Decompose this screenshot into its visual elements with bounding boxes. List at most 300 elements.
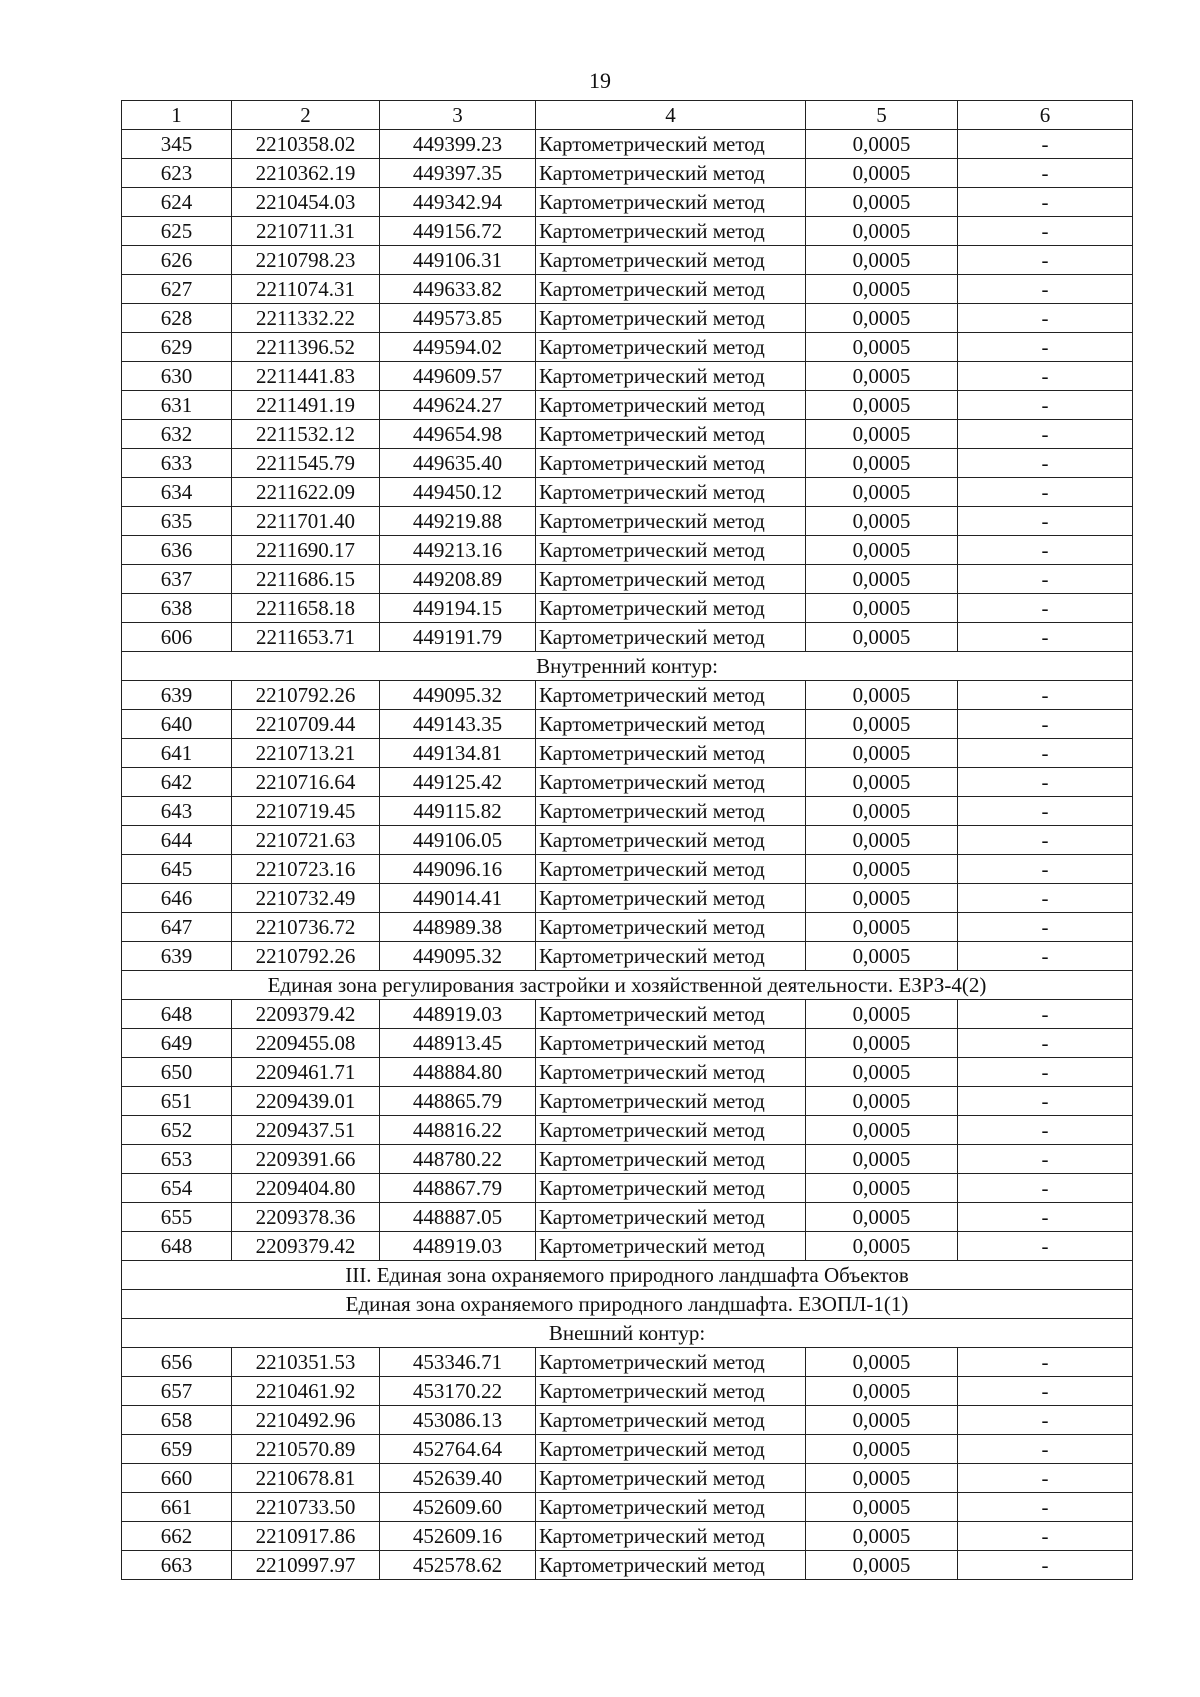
point-number-cell: 644 <box>122 826 232 855</box>
method-cell: Картометрический метод <box>536 275 806 304</box>
accuracy-cell: 0,0005 <box>806 768 958 797</box>
point-number-cell: 631 <box>122 391 232 420</box>
y-coordinate-cell: 449125.42 <box>380 768 536 797</box>
y-coordinate-cell: 449624.27 <box>380 391 536 420</box>
y-coordinate-cell: 449143.35 <box>380 710 536 739</box>
y-coordinate-cell: 449397.35 <box>380 159 536 188</box>
y-coordinate-cell: 448780.22 <box>380 1145 536 1174</box>
y-coordinate-cell: 449573.85 <box>380 304 536 333</box>
method-cell: Картометрический метод <box>536 1406 806 1435</box>
method-cell: Картометрический метод <box>536 855 806 884</box>
method-cell: Картометрический метод <box>536 159 806 188</box>
y-coordinate-cell: 449594.02 <box>380 333 536 362</box>
note-cell: - <box>958 826 1133 855</box>
note-cell: - <box>958 333 1133 362</box>
header-cell-2: 2 <box>232 101 380 130</box>
table-row <box>122 942 1133 971</box>
accuracy-cell: 0,0005 <box>806 478 958 507</box>
note-cell: - <box>958 768 1133 797</box>
note-cell: - <box>958 1406 1133 1435</box>
x-coordinate-cell: 2210461.92 <box>232 1377 380 1406</box>
point-number-cell: 635 <box>122 507 232 536</box>
point-number-cell: 663 <box>122 1551 232 1580</box>
point-number-cell: 662 <box>122 1522 232 1551</box>
accuracy-cell: 0,0005 <box>806 1058 958 1087</box>
table-row <box>122 1000 1133 1029</box>
x-coordinate-cell: 2209437.51 <box>232 1116 380 1145</box>
header-cell-4: 4 <box>536 101 806 130</box>
x-coordinate-cell: 2210736.72 <box>232 913 380 942</box>
method-cell: Картометрический метод <box>536 1116 806 1145</box>
method-cell: Картометрический метод <box>536 536 806 565</box>
point-number-cell: 649 <box>122 1029 232 1058</box>
method-cell: Картометрический метод <box>536 913 806 942</box>
x-coordinate-cell: 2210721.63 <box>232 826 380 855</box>
table-row <box>122 1145 1133 1174</box>
section-heading: Единая зона охраняемого природного ландшафта. ЕЗОПЛ-1(1) <box>122 1290 1133 1319</box>
coordinates-table <box>121 100 1133 1580</box>
table-row <box>122 1087 1133 1116</box>
note-cell: - <box>958 536 1133 565</box>
x-coordinate-cell: 2209379.42 <box>232 1232 380 1261</box>
x-coordinate-cell: 2211622.09 <box>232 478 380 507</box>
table-row <box>122 1493 1133 1522</box>
x-coordinate-cell: 2210358.02 <box>232 130 380 159</box>
table-body <box>122 130 1133 1580</box>
method-cell: Картометрический метод <box>536 681 806 710</box>
note-cell: - <box>958 188 1133 217</box>
y-coordinate-cell: 449095.32 <box>380 942 536 971</box>
x-coordinate-cell: 2211653.71 <box>232 623 380 652</box>
y-coordinate-cell: 448884.80 <box>380 1058 536 1087</box>
y-coordinate-cell: 449106.31 <box>380 246 536 275</box>
table-row <box>122 1029 1133 1058</box>
x-coordinate-cell: 2211658.18 <box>232 594 380 623</box>
method-cell: Картометрический метод <box>536 1522 806 1551</box>
point-number-cell: 606 <box>122 623 232 652</box>
method-cell: Картометрический метод <box>536 1464 806 1493</box>
table-row <box>122 1551 1133 1580</box>
note-cell: - <box>958 681 1133 710</box>
accuracy-cell: 0,0005 <box>806 1522 958 1551</box>
table-row <box>122 1435 1133 1464</box>
y-coordinate-cell: 449208.89 <box>380 565 536 594</box>
method-cell: Картометрический метод <box>536 1377 806 1406</box>
method-cell: Картометрический метод <box>536 1493 806 1522</box>
method-cell: Картометрический метод <box>536 1203 806 1232</box>
point-number-cell: 654 <box>122 1174 232 1203</box>
method-cell: Картометрический метод <box>536 1145 806 1174</box>
y-coordinate-cell: 452639.40 <box>380 1464 536 1493</box>
x-coordinate-cell: 2210570.89 <box>232 1435 380 1464</box>
table-row <box>122 420 1133 449</box>
table-row <box>122 362 1133 391</box>
table-header-row <box>122 101 1133 130</box>
x-coordinate-cell: 2211690.17 <box>232 536 380 565</box>
point-number-cell: 651 <box>122 1087 232 1116</box>
point-number-cell: 628 <box>122 304 232 333</box>
accuracy-cell: 0,0005 <box>806 884 958 913</box>
accuracy-cell: 0,0005 <box>806 536 958 565</box>
table-row <box>122 855 1133 884</box>
point-number-cell: 636 <box>122 536 232 565</box>
table-row <box>122 333 1133 362</box>
section-heading-row <box>122 971 1133 1000</box>
point-number-cell: 647 <box>122 913 232 942</box>
note-cell: - <box>958 1000 1133 1029</box>
accuracy-cell: 0,0005 <box>806 507 958 536</box>
point-number-cell: 627 <box>122 275 232 304</box>
note-cell: - <box>958 797 1133 826</box>
y-coordinate-cell: 449342.94 <box>380 188 536 217</box>
note-cell: - <box>958 362 1133 391</box>
x-coordinate-cell: 2210678.81 <box>232 1464 380 1493</box>
method-cell: Картометрический метод <box>536 449 806 478</box>
point-number-cell: 639 <box>122 942 232 971</box>
y-coordinate-cell: 449014.41 <box>380 884 536 913</box>
point-number-cell: 630 <box>122 362 232 391</box>
x-coordinate-cell: 2210792.26 <box>232 942 380 971</box>
y-coordinate-cell: 448816.22 <box>380 1116 536 1145</box>
accuracy-cell: 0,0005 <box>806 710 958 739</box>
x-coordinate-cell: 2211545.79 <box>232 449 380 478</box>
note-cell: - <box>958 1058 1133 1087</box>
y-coordinate-cell: 453170.22 <box>380 1377 536 1406</box>
header-cell-1: 1 <box>122 101 232 130</box>
table-row <box>122 1464 1133 1493</box>
point-number-cell: 629 <box>122 333 232 362</box>
method-cell: Картометрический метод <box>536 507 806 536</box>
accuracy-cell: 0,0005 <box>806 217 958 246</box>
table-row <box>122 768 1133 797</box>
accuracy-cell: 0,0005 <box>806 623 958 652</box>
y-coordinate-cell: 449399.23 <box>380 130 536 159</box>
point-number-cell: 632 <box>122 420 232 449</box>
table-row <box>122 1377 1133 1406</box>
point-number-cell: 639 <box>122 681 232 710</box>
y-coordinate-cell: 453346.71 <box>380 1348 536 1377</box>
table-row <box>122 739 1133 768</box>
table-row <box>122 681 1133 710</box>
accuracy-cell: 0,0005 <box>806 1232 958 1261</box>
accuracy-cell: 0,0005 <box>806 1464 958 1493</box>
point-number-cell: 655 <box>122 1203 232 1232</box>
accuracy-cell: 0,0005 <box>806 1493 958 1522</box>
y-coordinate-cell: 449654.98 <box>380 420 536 449</box>
page-number: 19 <box>589 68 611 93</box>
section-heading-row <box>122 1319 1133 1348</box>
accuracy-cell: 0,0005 <box>806 1000 958 1029</box>
x-coordinate-cell: 2210362.19 <box>232 159 380 188</box>
method-cell: Картометрический метод <box>536 739 806 768</box>
note-cell: - <box>958 275 1133 304</box>
note-cell: - <box>958 739 1133 768</box>
note-cell: - <box>958 130 1133 159</box>
x-coordinate-cell: 2210917.86 <box>232 1522 380 1551</box>
table-row <box>122 246 1133 275</box>
x-coordinate-cell: 2209455.08 <box>232 1029 380 1058</box>
accuracy-cell: 0,0005 <box>806 159 958 188</box>
y-coordinate-cell: 449106.05 <box>380 826 536 855</box>
method-cell: Картометрический метод <box>536 1232 806 1261</box>
method-cell: Картометрический метод <box>536 1087 806 1116</box>
table-row <box>122 1406 1133 1435</box>
point-number-cell: 634 <box>122 478 232 507</box>
y-coordinate-cell: 448865.79 <box>380 1087 536 1116</box>
accuracy-cell: 0,0005 <box>806 391 958 420</box>
accuracy-cell: 0,0005 <box>806 739 958 768</box>
point-number-cell: 626 <box>122 246 232 275</box>
x-coordinate-cell: 2210713.21 <box>232 739 380 768</box>
method-cell: Картометрический метод <box>536 565 806 594</box>
note-cell: - <box>958 1232 1133 1261</box>
note-cell: - <box>958 710 1133 739</box>
point-number-cell: 623 <box>122 159 232 188</box>
table-row <box>122 449 1133 478</box>
note-cell: - <box>958 565 1133 594</box>
point-number-cell: 652 <box>122 1116 232 1145</box>
table-row <box>122 710 1133 739</box>
y-coordinate-cell: 449635.40 <box>380 449 536 478</box>
point-number-cell: 637 <box>122 565 232 594</box>
x-coordinate-cell: 2211332.22 <box>232 304 380 333</box>
table-row <box>122 478 1133 507</box>
note-cell: - <box>958 449 1133 478</box>
method-cell: Картометрический метод <box>536 420 806 449</box>
method-cell: Картометрический метод <box>536 1029 806 1058</box>
point-number-cell: 657 <box>122 1377 232 1406</box>
note-cell: - <box>958 246 1133 275</box>
y-coordinate-cell: 452764.64 <box>380 1435 536 1464</box>
x-coordinate-cell: 2209404.80 <box>232 1174 380 1203</box>
point-number-cell: 625 <box>122 217 232 246</box>
y-coordinate-cell: 448887.05 <box>380 1203 536 1232</box>
table-row <box>122 217 1133 246</box>
note-cell: - <box>958 913 1133 942</box>
point-number-cell: 641 <box>122 739 232 768</box>
point-number-cell: 345 <box>122 130 232 159</box>
table-row <box>122 275 1133 304</box>
method-cell: Картометрический метод <box>536 246 806 275</box>
note-cell: - <box>958 1087 1133 1116</box>
method-cell: Картометрический метод <box>536 942 806 971</box>
point-number-cell: 648 <box>122 1232 232 1261</box>
note-cell: - <box>958 594 1133 623</box>
y-coordinate-cell: 448919.03 <box>380 1232 536 1261</box>
method-cell: Картометрический метод <box>536 826 806 855</box>
note-cell: - <box>958 855 1133 884</box>
y-coordinate-cell: 449115.82 <box>380 797 536 826</box>
section-heading: Единая зона регулирования застройки и хозяйственной деятельности. ЕЗРЗ-4(2) <box>122 971 1133 1000</box>
note-cell: - <box>958 507 1133 536</box>
accuracy-cell: 0,0005 <box>806 1348 958 1377</box>
accuracy-cell: 0,0005 <box>806 1406 958 1435</box>
accuracy-cell: 0,0005 <box>806 942 958 971</box>
method-cell: Картометрический метод <box>536 1435 806 1464</box>
header-cell-5: 5 <box>806 101 958 130</box>
header-cell-6: 6 <box>958 101 1133 130</box>
y-coordinate-cell: 449633.82 <box>380 275 536 304</box>
y-coordinate-cell: 449194.15 <box>380 594 536 623</box>
table-row <box>122 507 1133 536</box>
point-number-cell: 642 <box>122 768 232 797</box>
x-coordinate-cell: 2210719.45 <box>232 797 380 826</box>
x-coordinate-cell: 2210997.97 <box>232 1551 380 1580</box>
method-cell: Картометрический метод <box>536 478 806 507</box>
method-cell: Картометрический метод <box>536 1348 806 1377</box>
point-number-cell: 624 <box>122 188 232 217</box>
point-number-cell: 661 <box>122 1493 232 1522</box>
x-coordinate-cell: 2211686.15 <box>232 565 380 594</box>
point-number-cell: 653 <box>122 1145 232 1174</box>
y-coordinate-cell: 452609.60 <box>380 1493 536 1522</box>
x-coordinate-cell: 2209461.71 <box>232 1058 380 1087</box>
point-number-cell: 658 <box>122 1406 232 1435</box>
note-cell: - <box>958 1145 1133 1174</box>
point-number-cell: 660 <box>122 1464 232 1493</box>
method-cell: Картометрический метод <box>536 594 806 623</box>
accuracy-cell: 0,0005 <box>806 797 958 826</box>
point-number-cell: 650 <box>122 1058 232 1087</box>
x-coordinate-cell: 2210492.96 <box>232 1406 380 1435</box>
note-cell: - <box>958 1522 1133 1551</box>
note-cell: - <box>958 304 1133 333</box>
table-row <box>122 884 1133 913</box>
table-row <box>122 159 1133 188</box>
method-cell: Картометрический метод <box>536 188 806 217</box>
accuracy-cell: 0,0005 <box>806 1145 958 1174</box>
section-heading-row <box>122 1261 1133 1290</box>
x-coordinate-cell: 2211701.40 <box>232 507 380 536</box>
accuracy-cell: 0,0005 <box>806 420 958 449</box>
x-coordinate-cell: 2210709.44 <box>232 710 380 739</box>
x-coordinate-cell: 2210454.03 <box>232 188 380 217</box>
point-number-cell: 659 <box>122 1435 232 1464</box>
method-cell: Картометрический метод <box>536 333 806 362</box>
y-coordinate-cell: 449609.57 <box>380 362 536 391</box>
accuracy-cell: 0,0005 <box>806 362 958 391</box>
accuracy-cell: 0,0005 <box>806 1116 958 1145</box>
x-coordinate-cell: 2210798.23 <box>232 246 380 275</box>
accuracy-cell: 0,0005 <box>806 594 958 623</box>
x-coordinate-cell: 2210792.26 <box>232 681 380 710</box>
table-row <box>122 391 1133 420</box>
table-row <box>122 1522 1133 1551</box>
point-number-cell: 646 <box>122 884 232 913</box>
table-row <box>122 1348 1133 1377</box>
x-coordinate-cell: 2211441.83 <box>232 362 380 391</box>
note-cell: - <box>958 391 1133 420</box>
accuracy-cell: 0,0005 <box>806 449 958 478</box>
table-row <box>122 1058 1133 1087</box>
y-coordinate-cell: 452609.16 <box>380 1522 536 1551</box>
method-cell: Картометрический метод <box>536 1058 806 1087</box>
note-cell: - <box>958 1348 1133 1377</box>
table-row <box>122 1232 1133 1261</box>
table-row <box>122 913 1133 942</box>
y-coordinate-cell: 448989.38 <box>380 913 536 942</box>
note-cell: - <box>958 1203 1133 1232</box>
method-cell: Картометрический метод <box>536 623 806 652</box>
accuracy-cell: 0,0005 <box>806 565 958 594</box>
x-coordinate-cell: 2209391.66 <box>232 1145 380 1174</box>
note-cell: - <box>958 1551 1133 1580</box>
method-cell: Картометрический метод <box>536 1174 806 1203</box>
x-coordinate-cell: 2211396.52 <box>232 333 380 362</box>
accuracy-cell: 0,0005 <box>806 826 958 855</box>
point-number-cell: 656 <box>122 1348 232 1377</box>
accuracy-cell: 0,0005 <box>806 681 958 710</box>
accuracy-cell: 0,0005 <box>806 1377 958 1406</box>
method-cell: Картометрический метод <box>536 797 806 826</box>
accuracy-cell: 0,0005 <box>806 304 958 333</box>
section-heading-row <box>122 1290 1133 1319</box>
point-number-cell: 638 <box>122 594 232 623</box>
y-coordinate-cell: 449219.88 <box>380 507 536 536</box>
accuracy-cell: 0,0005 <box>806 855 958 884</box>
point-number-cell: 643 <box>122 797 232 826</box>
method-cell: Картометрический метод <box>536 1000 806 1029</box>
x-coordinate-cell: 2211491.19 <box>232 391 380 420</box>
note-cell: - <box>958 1174 1133 1203</box>
accuracy-cell: 0,0005 <box>806 1435 958 1464</box>
note-cell: - <box>958 159 1133 188</box>
section-heading: Внутренний контур: <box>122 652 1133 681</box>
table-row <box>122 536 1133 565</box>
x-coordinate-cell: 2210732.49 <box>232 884 380 913</box>
point-number-cell: 645 <box>122 855 232 884</box>
method-cell: Картометрический метод <box>536 391 806 420</box>
method-cell: Картометрический метод <box>536 1551 806 1580</box>
y-coordinate-cell: 449095.32 <box>380 681 536 710</box>
method-cell: Картометрический метод <box>536 710 806 739</box>
x-coordinate-cell: 2209378.36 <box>232 1203 380 1232</box>
method-cell: Картометрический метод <box>536 362 806 391</box>
note-cell: - <box>958 623 1133 652</box>
y-coordinate-cell: 448919.03 <box>380 1000 536 1029</box>
table-row <box>122 1116 1133 1145</box>
y-coordinate-cell: 448867.79 <box>380 1174 536 1203</box>
method-cell: Картометрический метод <box>536 768 806 797</box>
accuracy-cell: 0,0005 <box>806 1551 958 1580</box>
x-coordinate-cell: 2210723.16 <box>232 855 380 884</box>
x-coordinate-cell: 2211532.12 <box>232 420 380 449</box>
note-cell: - <box>958 1029 1133 1058</box>
note-cell: - <box>958 217 1133 246</box>
y-coordinate-cell: 452578.62 <box>380 1551 536 1580</box>
table-row <box>122 797 1133 826</box>
table-row <box>122 304 1133 333</box>
header-cell-3: 3 <box>380 101 536 130</box>
method-cell: Картометрический метод <box>536 884 806 913</box>
note-cell: - <box>958 1377 1133 1406</box>
point-number-cell: 640 <box>122 710 232 739</box>
accuracy-cell: 0,0005 <box>806 913 958 942</box>
note-cell: - <box>958 1435 1133 1464</box>
point-number-cell: 648 <box>122 1000 232 1029</box>
note-cell: - <box>958 420 1133 449</box>
table-row <box>122 826 1133 855</box>
accuracy-cell: 0,0005 <box>806 1174 958 1203</box>
accuracy-cell: 0,0005 <box>806 1029 958 1058</box>
accuracy-cell: 0,0005 <box>806 246 958 275</box>
accuracy-cell: 0,0005 <box>806 1087 958 1116</box>
note-cell: - <box>958 478 1133 507</box>
accuracy-cell: 0,0005 <box>806 188 958 217</box>
accuracy-cell: 0,0005 <box>806 1203 958 1232</box>
table-row <box>122 565 1133 594</box>
note-cell: - <box>958 1493 1133 1522</box>
